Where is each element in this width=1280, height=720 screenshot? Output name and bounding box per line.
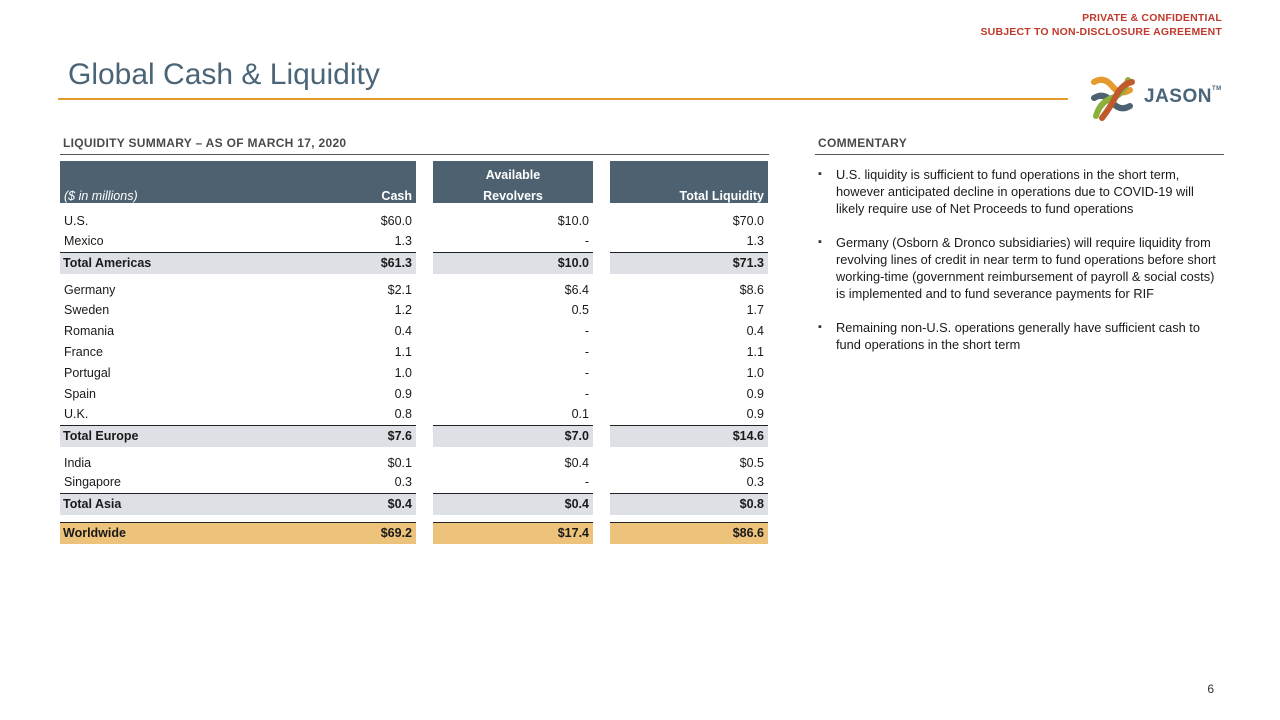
- revolvers-value: $17.4: [433, 522, 593, 544]
- commentary-bullet: ▪ Germany (Osborn & Dronco subsidiaries) will require liquidity from revolving lines of credit in near term to fund operations before short working-time (government reimbursement of payroll & social costs) is implemented and to fund severance payments for RIF: [818, 234, 1218, 302]
- revolvers-value: -: [584, 234, 589, 249]
- logo-trademark: TM: [1211, 86, 1222, 92]
- total-value: $71.3: [610, 252, 768, 274]
- liquidity-section-title: LIQUIDITY SUMMARY – AS OF MARCH 17, 2020: [63, 136, 347, 150]
- table-header-row-2: [60, 182, 768, 203]
- jason-logo-mark-icon: [1086, 72, 1138, 124]
- row-label: Mexico: [64, 234, 104, 249]
- table-row: [60, 383, 768, 404]
- revolvers-value: $0.4: [433, 493, 593, 515]
- table-row: [60, 274, 768, 299]
- header-cash: Cash: [260, 182, 416, 203]
- jason-logo: [1086, 72, 1226, 124]
- revolvers-value: $0.4: [564, 456, 589, 470]
- revolvers-value: -: [584, 344, 589, 359]
- total-value: $0.5: [739, 456, 764, 470]
- row-label: Germany: [64, 283, 116, 297]
- table-row: [60, 341, 768, 362]
- commentary-list: [818, 166, 1218, 370]
- revolvers-value: -: [584, 323, 589, 338]
- cash-value: 0.9: [394, 386, 412, 401]
- row-label: Portugal: [64, 365, 111, 380]
- table-header-row-1: [60, 161, 768, 182]
- total-value: 1.7: [746, 302, 764, 317]
- revolvers-value: -: [584, 386, 589, 401]
- total-value: $86.6: [610, 522, 768, 544]
- header-total-liquidity: Total Liquidity: [610, 182, 768, 203]
- revolvers-value: 0.1: [571, 407, 589, 422]
- worldwide-row: [60, 522, 768, 544]
- title-underline: [58, 98, 1068, 100]
- row-label: Total Asia: [60, 493, 260, 515]
- total-europe-row: [60, 425, 768, 447]
- liquidity-section-rule: [60, 154, 769, 155]
- cash-value: $0.1: [387, 456, 412, 470]
- liquidity-table: [60, 161, 768, 544]
- table-row: [60, 231, 768, 252]
- total-value: 0.4: [746, 323, 764, 338]
- revolvers-value: -: [584, 365, 589, 380]
- table-row: [60, 362, 768, 383]
- total-value: 0.9: [746, 407, 764, 422]
- revolvers-value: $10.0: [433, 252, 593, 274]
- table-row: [60, 299, 768, 320]
- row-label: Spain: [64, 386, 96, 401]
- page-title: Global Cash & Liquidity: [68, 58, 380, 91]
- total-value: 1.1: [746, 344, 764, 359]
- total-value: 1.0: [746, 365, 764, 380]
- total-asia-row: [60, 493, 768, 515]
- row-label: Total Americas: [60, 252, 260, 274]
- cash-value: 1.1: [394, 344, 412, 359]
- cash-value: 1.2: [394, 302, 412, 317]
- cash-value: $60.0: [380, 213, 412, 228]
- total-value: $70.0: [732, 213, 764, 228]
- table-row: [60, 447, 768, 472]
- commentary-section-title: COMMENTARY: [818, 136, 907, 150]
- total-value: $8.6: [739, 283, 764, 297]
- revolvers-value: $7.0: [433, 425, 593, 447]
- confidentiality-line-2: SUBJECT TO NON-DISCLOSURE AGREEMENT: [980, 26, 1222, 38]
- cash-value: $69.2: [260, 522, 416, 544]
- header-available: Available: [433, 161, 593, 182]
- revolvers-value: $6.4: [564, 283, 589, 297]
- revolvers-value: 0.5: [571, 302, 589, 317]
- row-label: Worldwide: [60, 522, 260, 544]
- row-label: U.S.: [64, 213, 89, 228]
- revolvers-value: -: [584, 475, 589, 490]
- header-revolvers: Revolvers: [433, 182, 593, 203]
- commentary-section-rule: [815, 154, 1224, 155]
- row-label: Total Europe: [60, 425, 260, 447]
- cash-value: 1.3: [394, 234, 412, 249]
- table-row: [60, 210, 768, 231]
- total-americas-row: [60, 252, 768, 274]
- total-value: $14.6: [610, 425, 768, 447]
- table-row: [60, 404, 768, 425]
- cash-value: 0.8: [394, 407, 412, 422]
- confidentiality-notice: [980, 11, 1222, 39]
- cash-value: $61.3: [260, 252, 416, 274]
- row-label: India: [64, 456, 92, 470]
- cash-value: 0.4: [394, 323, 412, 338]
- row-label: Sweden: [64, 302, 110, 317]
- row-label: France: [64, 344, 103, 359]
- commentary-bullet: ▪ U.S. liquidity is sufficient to fund operations in the short term, however anticipated decline in operations due to COVID-19 will likely require use of Net Proceeds to fund operations: [818, 166, 1218, 217]
- commentary-bullet: ▪ Remaining non-U.S. operations generally have sufficient cash to fund operations in the short term: [818, 319, 1218, 353]
- cash-value: $0.4: [260, 493, 416, 515]
- revolvers-value: $10.0: [557, 213, 589, 228]
- table-row: [60, 472, 768, 493]
- total-value: 0.3: [746, 475, 764, 490]
- total-value: 1.3: [746, 234, 764, 249]
- total-value: $0.8: [610, 493, 768, 515]
- confidentiality-line-1: PRIVATE & CONFIDENTIAL: [1082, 12, 1222, 24]
- row-label: Romania: [64, 323, 115, 338]
- row-label: Singapore: [64, 475, 121, 490]
- logo-wordmark-text: JASON: [1144, 86, 1212, 107]
- page-number: 6: [1207, 682, 1214, 696]
- header-unit: ($ in millions): [60, 182, 260, 203]
- cash-value: $2.1: [387, 283, 412, 297]
- cash-value: 0.3: [394, 475, 412, 490]
- table-row: [60, 320, 768, 341]
- cash-value: $7.6: [260, 425, 416, 447]
- row-label: U.K.: [64, 407, 89, 422]
- logo-wordmark: [1144, 86, 1222, 108]
- cash-value: 1.0: [394, 365, 412, 380]
- total-value: 0.9: [746, 386, 764, 401]
